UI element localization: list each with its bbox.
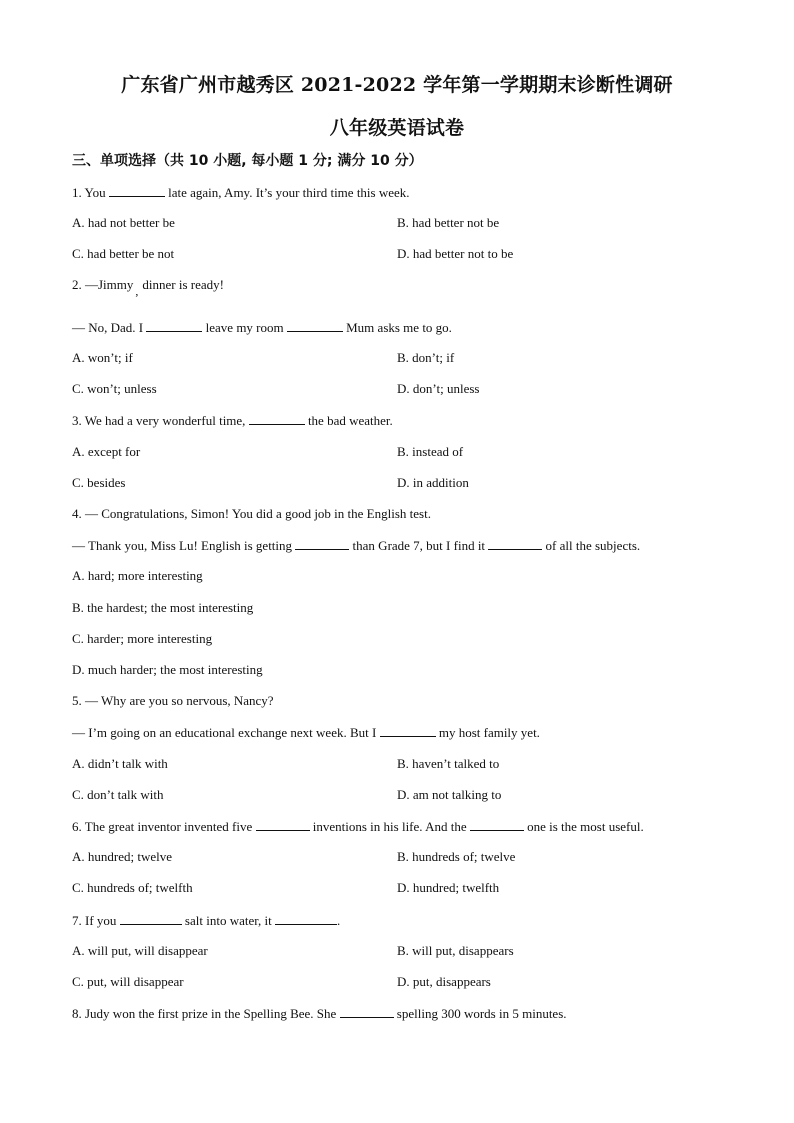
question-1-option-d: D. had better not to be bbox=[397, 246, 514, 261]
question-4-stem: 4. — Congratulations, Simon! You did a good job in the English test. bbox=[72, 506, 431, 521]
question-8-stem: 8. Judy won the first prize in the Spelling Bee. She spelling 300 words in 5 minutes. bbox=[72, 1006, 567, 1021]
question-7-option-a: A. will put, will disappear bbox=[72, 943, 208, 958]
answer-blank bbox=[287, 319, 343, 332]
question-2-stem: 2. —Jimmy , dinner is ready! bbox=[72, 277, 224, 298]
question-6-option-b: B. hundreds of; twelve bbox=[397, 849, 516, 864]
question-7-option-c: C. put, will disappear bbox=[72, 974, 184, 989]
question-1-stem: 1. You late again, Amy. It’s your third time this week. bbox=[72, 185, 410, 200]
answer-blank bbox=[275, 912, 337, 925]
answer-blank bbox=[256, 818, 310, 831]
question-6-option-c: C. hundreds of; twelfth bbox=[72, 880, 193, 895]
question-1-option-a: A. had not better be bbox=[72, 215, 175, 230]
answer-blank bbox=[249, 412, 305, 425]
question-5-reply: — I’m going on an educational exchange next week. But I my host family yet. bbox=[72, 725, 540, 740]
question-6-option-d: D. hundred; twelfth bbox=[397, 880, 500, 895]
question-2-option-a: A. won’t; if bbox=[72, 350, 133, 365]
question-7-option-b: B. will put, disappears bbox=[397, 943, 514, 958]
answer-blank bbox=[295, 537, 349, 550]
question-3-option-c: C. besides bbox=[72, 475, 126, 490]
question-2-option-c: C. won’t; unless bbox=[72, 381, 157, 396]
question-5-option-b: B. haven’t talked to bbox=[397, 756, 500, 771]
question-6-option-a: A. hundred; twelve bbox=[72, 849, 173, 864]
question-2-option-b: B. don’t; if bbox=[397, 350, 455, 365]
answer-blank bbox=[109, 184, 165, 197]
question-3-option-b: B. instead of bbox=[397, 444, 464, 459]
question-7-option-d: D. put, disappears bbox=[397, 974, 491, 989]
question-4-option-a: A. hard; more interesting bbox=[72, 568, 203, 583]
question-2-option-d: D. don’t; unless bbox=[397, 381, 480, 396]
exam-subtitle: 八年级英语试卷 bbox=[329, 117, 465, 139]
question-4-option-b: B. the hardest; the most interesting bbox=[72, 600, 254, 615]
question-1-option-b: B. had better not be bbox=[397, 215, 500, 230]
answer-blank bbox=[340, 1005, 394, 1018]
question-3-option-d: D. in addition bbox=[397, 475, 469, 490]
question-5-option-c: C. don’t talk with bbox=[72, 787, 164, 802]
question-5-stem: 5. — Why are you so nervous, Nancy? bbox=[72, 693, 274, 708]
question-6-stem: 6. The great inventor invented five inventions in his life. And the one is the most useful. bbox=[72, 819, 644, 834]
question-5-option-a: A. didn’t talk with bbox=[72, 756, 168, 771]
question-4-option-d: D. much harder; the most interesting bbox=[72, 662, 263, 677]
question-4-option-c: C. harder; more interesting bbox=[72, 631, 213, 646]
answer-blank bbox=[488, 537, 542, 550]
question-3-stem: 3. We had a very wonderful time, the bad weather. bbox=[72, 413, 393, 428]
section-heading: 三、单项选择（共 10 小题, 每小题 1 分; 满分 10 分） bbox=[72, 153, 423, 169]
answer-blank bbox=[120, 912, 182, 925]
answer-blank bbox=[380, 724, 436, 737]
answer-blank bbox=[146, 319, 202, 332]
question-2-reply: — No, Dad. I leave my room Mum asks me to go. bbox=[72, 320, 452, 335]
exam-title: 广东省广州市越秀区 2021-2022 学年第一学期期末诊断性调研 bbox=[121, 74, 673, 96]
question-5-option-d: D. am not talking to bbox=[397, 787, 502, 802]
answer-blank bbox=[470, 818, 524, 831]
question-7-stem: 7. If you salt into water, it . bbox=[72, 913, 341, 928]
question-1-option-c: C. had better be not bbox=[72, 246, 175, 261]
question-3-option-a: A. except for bbox=[72, 444, 141, 459]
question-4-reply: — Thank you, Miss Lu! English is getting than Grade 7, but I find it of all the subjects. bbox=[72, 538, 641, 553]
